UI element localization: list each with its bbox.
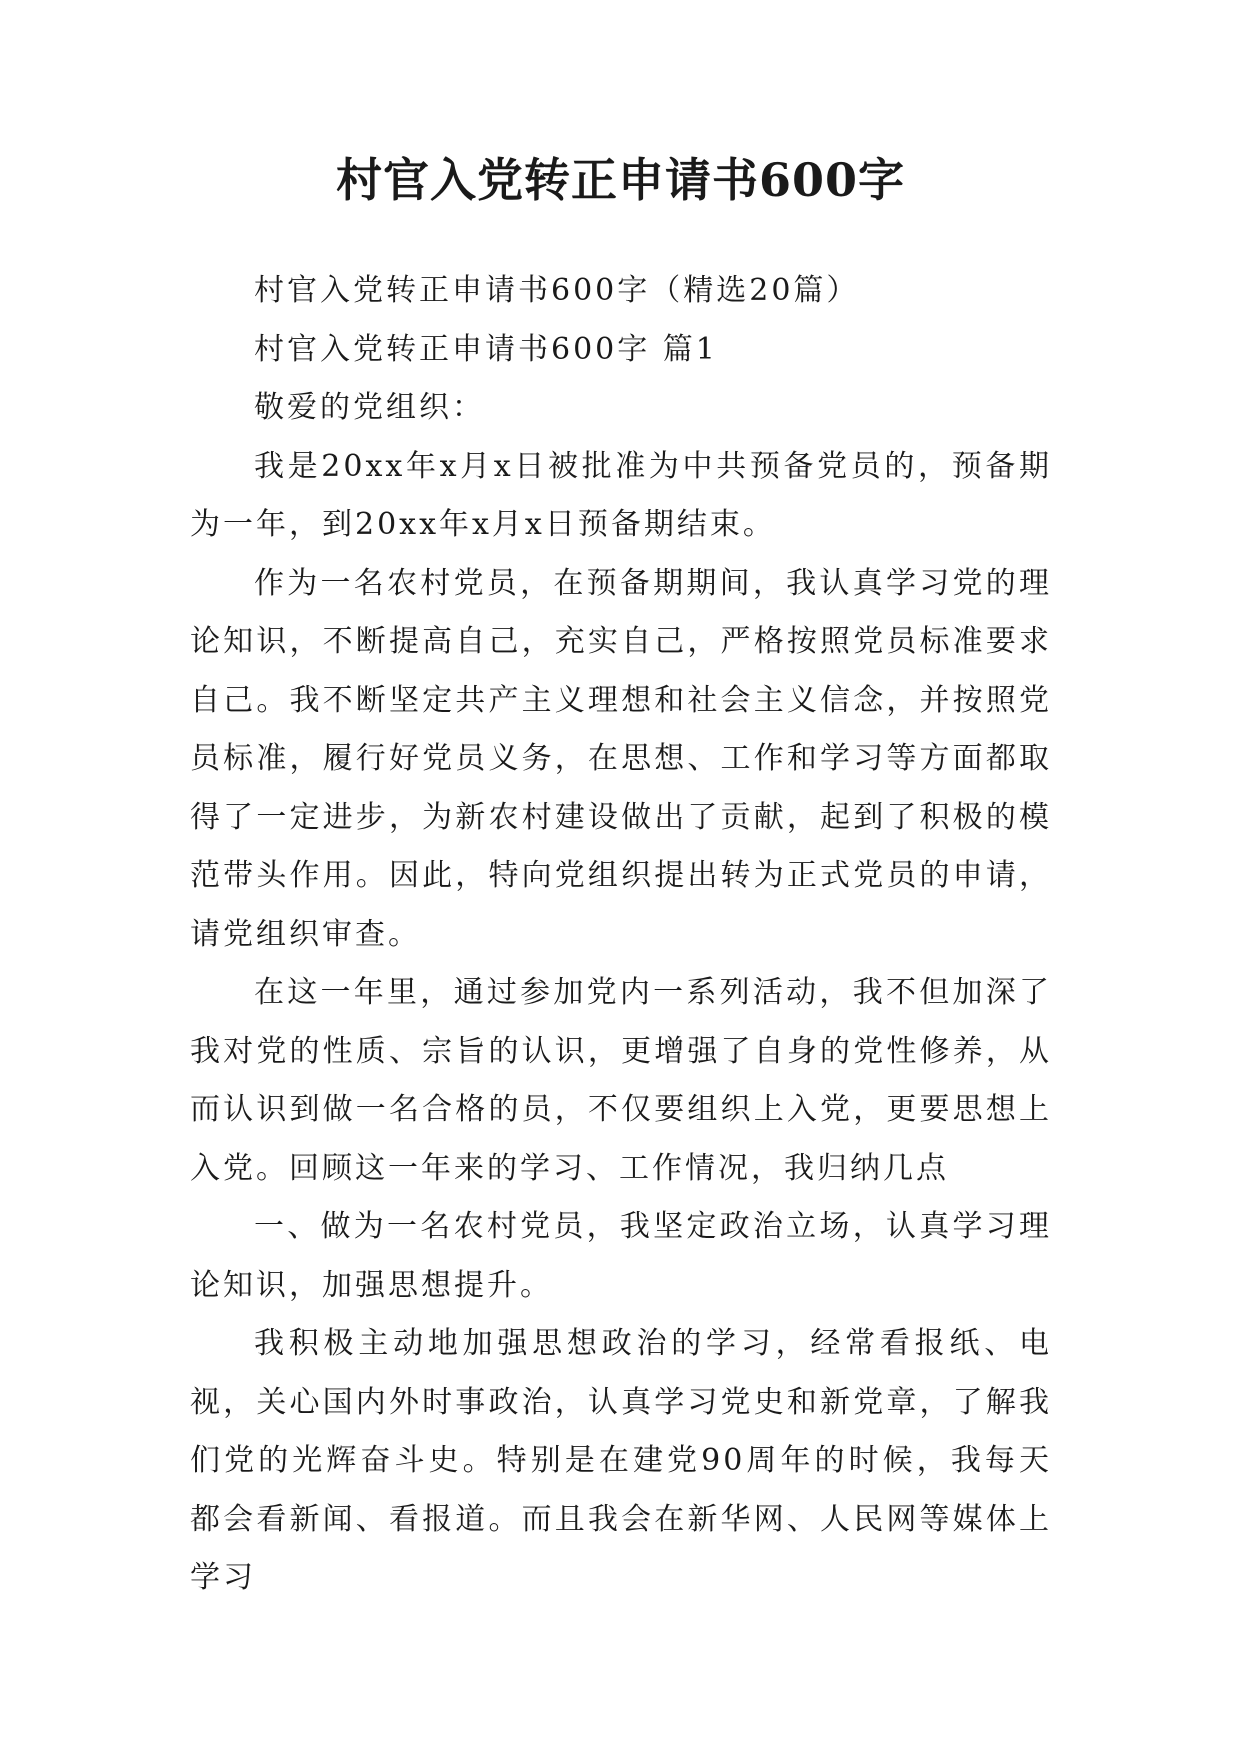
paragraph: 一、做为一名农村党员，我坚定政治立场，认真学习理论知识，加强思想提升。 <box>190 1209 1052 1303</box>
paragraph-section-heading: 村官入党转正申请书600字 篇1 <box>254 331 718 367</box>
paragraph: 在这一年里，通过参加党内一系列活动，我不但加深了我对党的性质、宗旨的认识，更增强了自身的党性修养，从而认识到做一名合格的员，不仅要组织上入党，更要思想上入党。回顾这一年来的学习、工作情况，我归纳几点 <box>190 975 1052 1186</box>
paragraph-subtitle: 村官入党转正申请书600字（精选20篇） <box>254 273 860 308</box>
document-body <box>190 262 1052 1608</box>
paragraph: 我是20xx年x月x日被批准为中共预备党员的，预备期为一年，到20xx年x月x日预备期结束。 <box>190 448 1052 542</box>
paragraph: 作为一名农村党员，在预备期期间，我认真学习党的理论知识，不断提高自己，充实自己，严格按照党员标准要求自己。我不断坚定共产主义理想和社会主义信念，并按照党员标准，履行好党员义务，在思想、工作和学习等方面都取得了一定进步，为新农村建设做出了贡献，起到了积极的模范带头作用。因此，特向党组织提出转为正式党员的申请，请党组织审查。 <box>190 565 1052 952</box>
paragraph-salutation: 敬爱的党组织： <box>254 390 485 425</box>
paragraph: 我积极主动地加强思想政治的学习，经常看报纸、电视，关心国内外时事政治，认真学习党史和新党章，了解我们党的光辉奋斗史。特别是在建党90周年的时候，我每天都会看新闻、看报道。而且我会在新华网、人民网等媒体上学习 <box>190 1326 1052 1595</box>
document-title: 村官入党转正申请书600字 <box>335 153 906 207</box>
